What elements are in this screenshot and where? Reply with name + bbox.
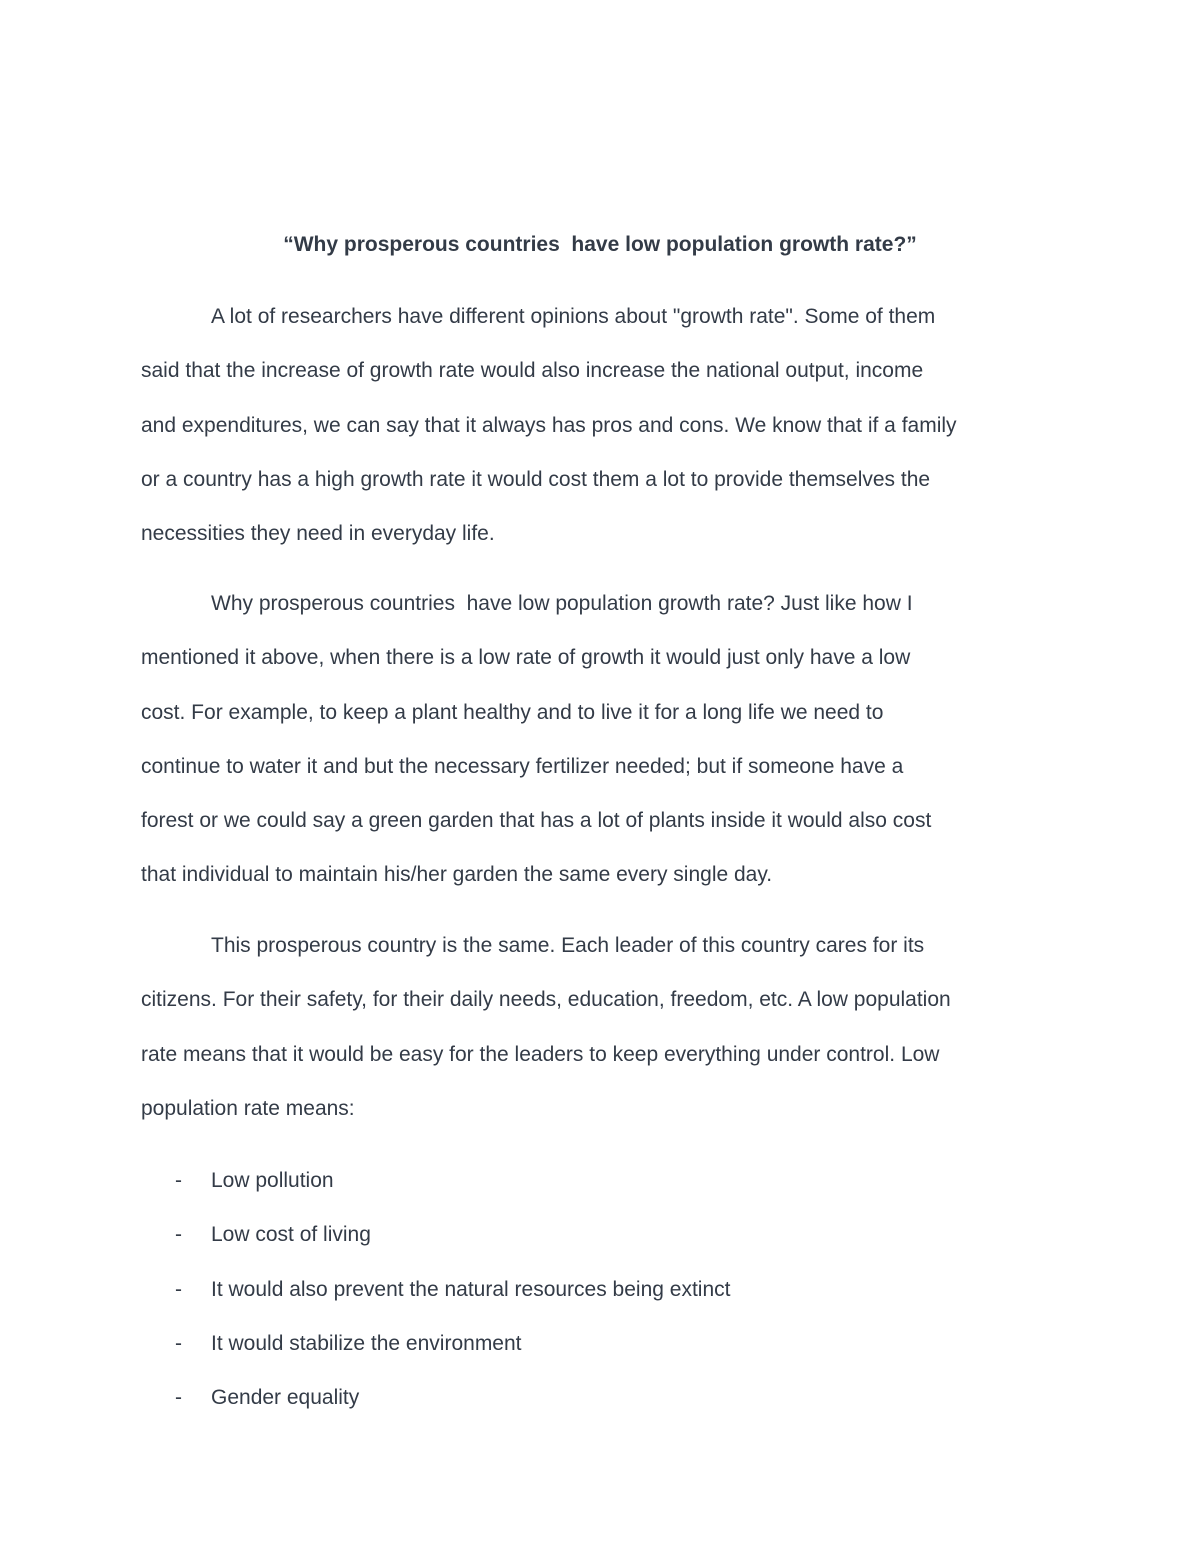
list-item-text: It would also prevent the natural resources being extinct — [211, 1277, 731, 1301]
paragraph-2 — [141, 577, 1071, 903]
list-item — [175, 1263, 730, 1317]
document-title: “Why prosperous countries have low population growth rate?” — [283, 233, 917, 256]
paragraph-1 — [141, 290, 1071, 561]
paragraph-2-text: Why prosperous countries have low population growth rate? Just like how I mentioned it above, when there is a low rate of growth it would just only have a low cost. For example, to keep a plant healthy and to live it for a long life we need to continue to water it and but the necessary fertilizer needed; but if someone have a forest or we could say a green garden that has a lot of plants inside it would also cost that individual to maintain his/her garden the same every single day. — [141, 592, 932, 887]
list-item-text: Gender equality — [211, 1386, 360, 1410]
list-item — [175, 1208, 730, 1262]
paragraph-3-text: This prosperous country is the same. Each leader of this country cares for its citizens. For their safety, for their daily needs, education, freedom, etc. A low population rate means that it would be easy for the leaders to keep everything under control. Low population rate means: — [141, 934, 951, 1120]
bullet-list — [175, 1154, 730, 1425]
list-item — [175, 1317, 730, 1371]
list-item — [175, 1154, 730, 1208]
bullet-dash: - — [175, 1386, 182, 1410]
paragraph-3 — [141, 919, 1071, 1136]
bullet-dash: - — [175, 1331, 182, 1355]
bullet-dash: - — [175, 1277, 182, 1301]
bullet-dash: - — [175, 1223, 182, 1247]
list-item-text: Low pollution — [211, 1169, 334, 1192]
paragraph-1-text: A lot of researchers have different opinions about "growth rate". Some of them said that the increase of growth rate would also increase the national output, income and expenditures, we can say that it always has pros and cons. We know that if a family or a country has a high growth rate it would cost them a lot to provide themselves the necessities they need in everyday life. — [141, 305, 957, 546]
list-item-text: Low cost of living — [211, 1223, 371, 1247]
bullet-dash: - — [175, 1169, 182, 1192]
list-item-text: It would stabilize the environment — [211, 1331, 522, 1355]
list-item — [175, 1371, 730, 1425]
